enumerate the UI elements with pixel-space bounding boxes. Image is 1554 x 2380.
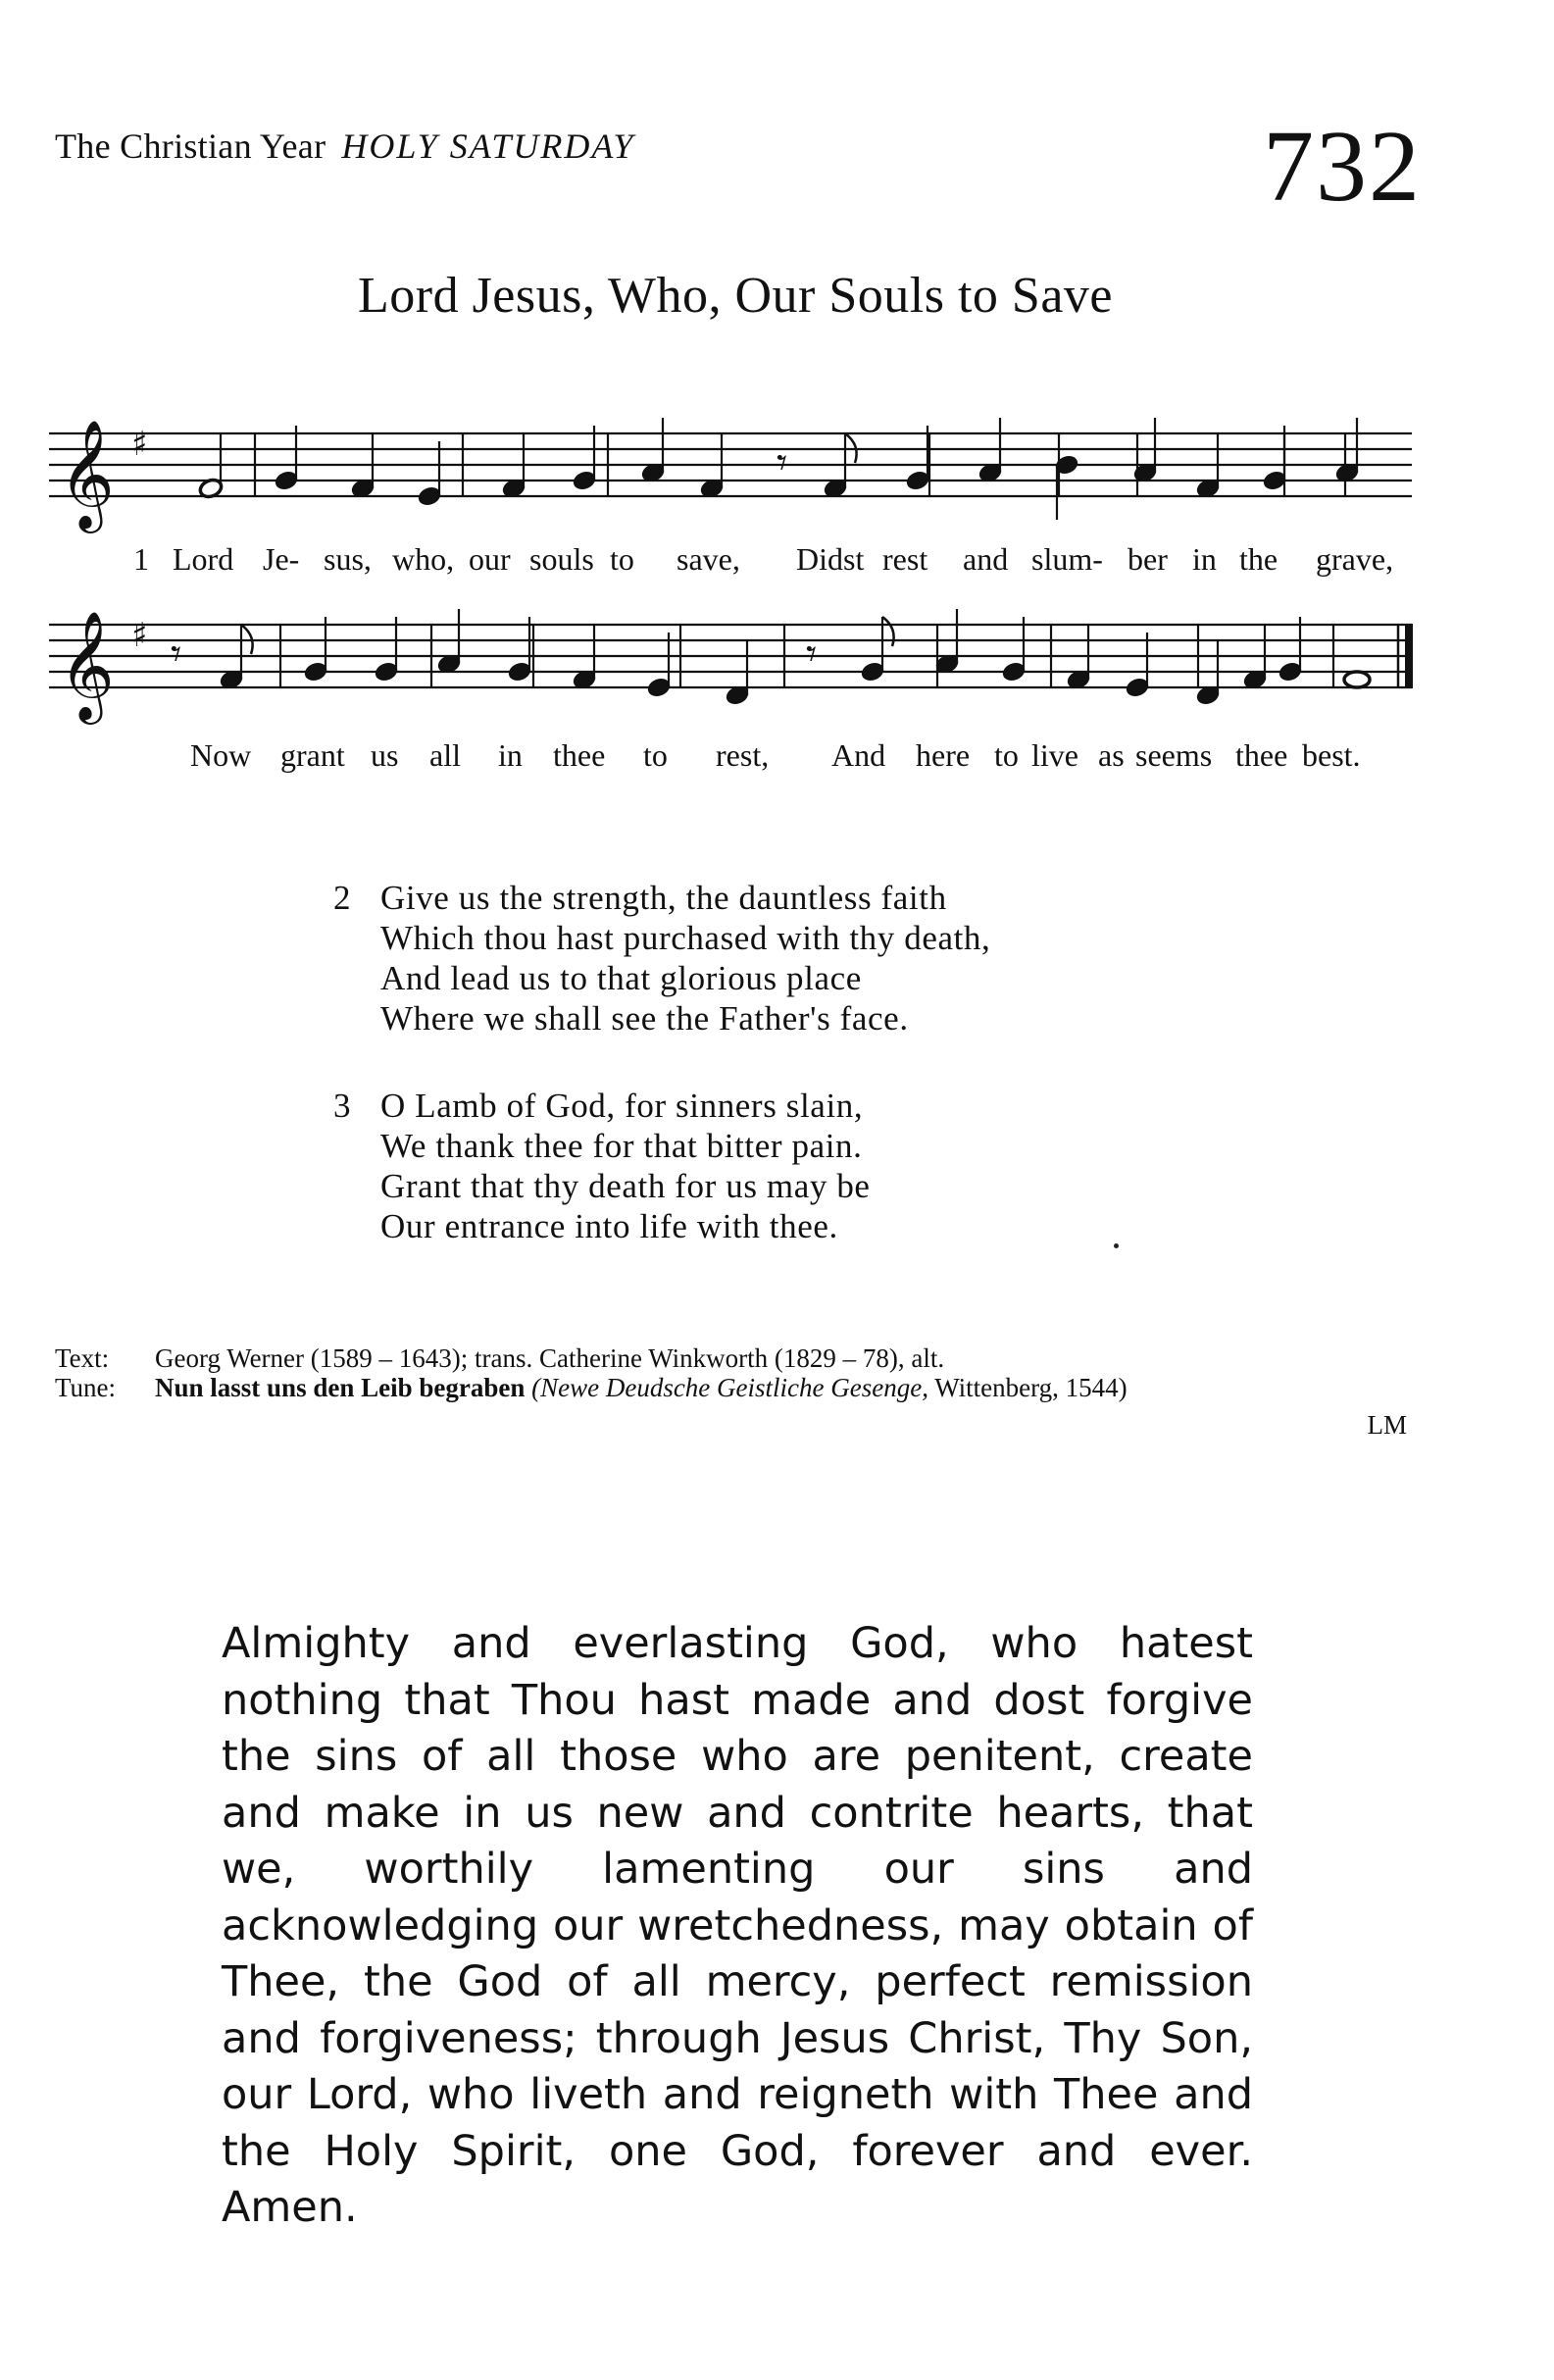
lyric-syllable: ber [1128,541,1168,577]
verse-number: 3 [333,1087,352,1125]
lyric-syllable: grant [280,737,345,773]
verse-number: 2 [333,879,352,917]
key-sharp-icon: ♯ [131,425,148,464]
verse-line: O Lamb of God, for sinners slain, [380,1087,864,1125]
lyric-syllable: Je- [263,541,300,577]
staff-lines [49,625,1412,687]
verse-line: Where we shall see the Father's face. [380,999,909,1038]
lyric-syllable: live [1031,737,1078,773]
tune-place: Wittenberg, 1544) [934,1373,1128,1402]
verse-3 [333,1086,871,1246]
lyric-syllable: here [916,737,971,773]
lyric-syllable: as [1098,737,1125,773]
lyric-syllable: thee [1235,737,1288,773]
treble-clef-icon: 𝄞 [59,419,115,529]
hymn-credits [55,1343,1408,1402]
verse-line: And lead us to that glorious place [380,959,862,997]
note-flag [882,617,894,646]
lyric-syllable: to [643,737,668,773]
music-staff-2 [0,603,1554,760]
text-credit-value: Georg Werner (1589 – 1643); trans. Catherine Winkworth (1829 – 78), alt. [155,1343,945,1373]
lyric-syllable: and [963,541,1009,577]
lyric-syllable: Lord [173,541,234,577]
lyric-syllable: best. [1302,737,1361,773]
verse-2 [333,878,990,1038]
lyric-syllable: grave, [1316,541,1394,577]
lyric-syllable: in [1192,541,1217,577]
lyric-syllable: Didst [796,541,865,577]
eighth-rest-icon: 𝄾 [777,438,788,486]
key-sharp-icon: ♯ [131,616,148,655]
lyric-syllable: to [994,737,1019,773]
lyric-verse-num: 1 [133,541,149,577]
lyric-syllable: And [831,737,886,773]
lyric-syllable: our [469,541,511,577]
hymn-number: 732 [1263,110,1422,223]
verse-line: Our entrance into life with thee. [380,1207,838,1245]
lyric-syllable: thee [553,737,606,773]
section-name: The Christian Year [55,127,326,166]
tune-name: Nun lasst uns den Leib begraben [155,1373,526,1402]
whole-note-head [1344,672,1370,687]
feast-name: HOLY SATURDAY [341,127,635,166]
lyric-syllable: rest, [716,737,770,773]
lyric-syllable: seems [1135,737,1213,773]
collect-prayer: Almighty and everlasting God, who hatest nothing that Thou hast made and dost forgive the sins of all those who are penitent, create and make in us new and contrite hearts, that we, worthily lamenting our sins and acknowledging our wretchedness, may obtain of Thee, the God of all mercy, perfect remission and forgiveness; through Jesus Christ, Thy Son, our Lord, who liveth and reigneth with Thee and the Holy Spirit, one God, forever and ever. Amen. [222,1619,1253,2232]
lyric-syllable: rest [882,541,928,577]
lyric-syllable: Now [190,737,252,773]
tune-source: (Newe Deudsche Geistliche Gesenge, [531,1373,928,1402]
lyric-syllable: save, [677,541,740,577]
hymn-title: Lord Jesus, Who, Our Souls to Save [357,268,1113,324]
meter-label: LM [1367,1410,1407,1440]
tune-credit [55,1373,1408,1402]
verse-line: Give us the strength, the dauntless faith [380,879,947,917]
verse-line: Grant that thy death for us may be [380,1167,871,1205]
eighth-rest-icon: 𝄾 [806,630,818,678]
lyric-syllable: in [498,737,523,773]
treble-clef-icon: 𝄞 [59,610,115,720]
text-credit-label: Text: [55,1343,110,1373]
tune-credit-label: Tune: [55,1373,117,1402]
lyric-syllable: sus, [324,541,372,577]
verse-line: Which thou hast purchased with thy death, [380,919,991,957]
lyric-syllable: all [429,737,461,773]
stray-mark [1114,1243,1119,1248]
eighth-rest-icon: 𝄾 [171,630,182,678]
verse-line: We thank thee for that bitter pain. [380,1127,863,1165]
lyric-syllable: to [610,541,634,577]
text-credit [55,1343,1408,1373]
lyric-syllable: us [371,737,399,773]
running-header [55,126,634,167]
lyric-syllable: who, [392,541,455,577]
lyric-syllable: souls [529,541,594,577]
lyric-syllable: the [1239,541,1278,577]
lyric-syllable: slum- [1031,541,1103,577]
